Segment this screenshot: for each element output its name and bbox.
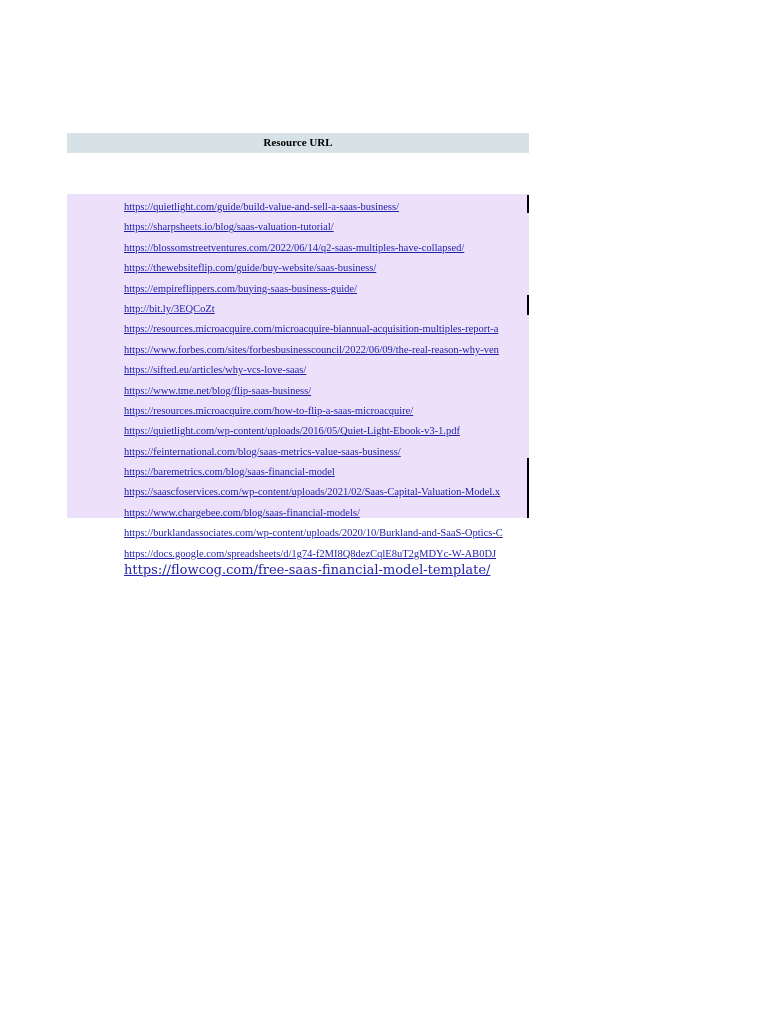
url-link[interactable]: https://burklandassociates.com/wp-content/uploads/2020/10/Burkland-and-SaaS-Optics-C [124,528,503,540]
url-link[interactable]: https://resources.microacquire.com/how-to-flip-a-saas-microacquire/ [124,405,414,417]
url-list [124,197,529,564]
column-border [527,295,529,315]
list-item [124,279,529,299]
list-item [124,238,529,258]
list-item [124,258,529,278]
url-link[interactable]: https://www.chargebee.com/blog/saas-financial-models/ [124,507,360,519]
list-item [124,360,529,380]
url-link[interactable]: https://sharpsheets.io/blog/saas-valuation-tutorial/ [124,222,334,234]
column-header [67,133,529,153]
column-border [527,458,529,518]
url-link[interactable]: https://saascfoservices.com/wp-content/uploads/2021/02/Saas-Capital-Valuation-Model.x [124,487,501,499]
url-link[interactable]: https://docs.google.com/spreadsheets/d/1g74-f2MI8Q8dezCqlE8uT2gMDYc-W-AB0DJ [124,548,497,560]
list-item [124,319,529,339]
url-link-large[interactable]: https://flowcog.com/free-saas-financial-model-template/ [124,563,491,578]
url-link[interactable]: https://baremetrics.com/blog/saas-financial-model [124,467,335,479]
list-item [124,462,529,482]
url-link[interactable]: https://empireflippers.com/buying-saas-business-guide/ [124,283,357,295]
list-item [124,401,529,421]
last-url-row [124,561,529,579]
url-link[interactable]: https://quietlight.com/guide/build-value-and-sell-a-saas-business/ [124,202,399,213]
url-link[interactable]: https://feinternational.com/blog/saas-metrics-value-saas-business/ [124,446,401,458]
url-link[interactable]: https://sifted.eu/articles/why-vcs-love-saas/ [124,365,307,377]
url-link[interactable]: https://resources.microacquire.com/microacquire-biannual-acquisition-multiples-report-a [124,324,499,336]
list-item [124,217,529,237]
list-item [124,299,529,319]
url-link[interactable]: https://www.forbes.com/sites/forbesbusinesscouncil/2022/06/09/the-real-reason-why-ven [124,344,499,356]
url-link[interactable]: https://quietlight.com/wp-content/uploads/2016/05/Quiet-Light-Ebook-v3-1.pdf [124,426,460,438]
list-item [124,442,529,462]
list-item [124,381,529,401]
list-item [124,523,529,543]
column-header-label: Resource URL [263,137,333,149]
column-border [527,195,529,213]
url-link[interactable]: http://bit.ly/3EQCoZt [124,303,215,315]
url-link[interactable]: https://blossomstreetventures.com/2022/06/14/q2-saas-multiples-have-collapsed/ [124,242,465,254]
url-link[interactable]: https://thewebsiteflip.com/guide/buy-website/saas-business/ [124,263,377,275]
list-item [124,340,529,360]
url-link[interactable]: https://www.tme.net/blog/flip-saas-business/ [124,385,312,397]
list-item [124,482,529,502]
list-item [124,197,529,217]
list-item [124,421,529,441]
list-item [124,503,529,523]
